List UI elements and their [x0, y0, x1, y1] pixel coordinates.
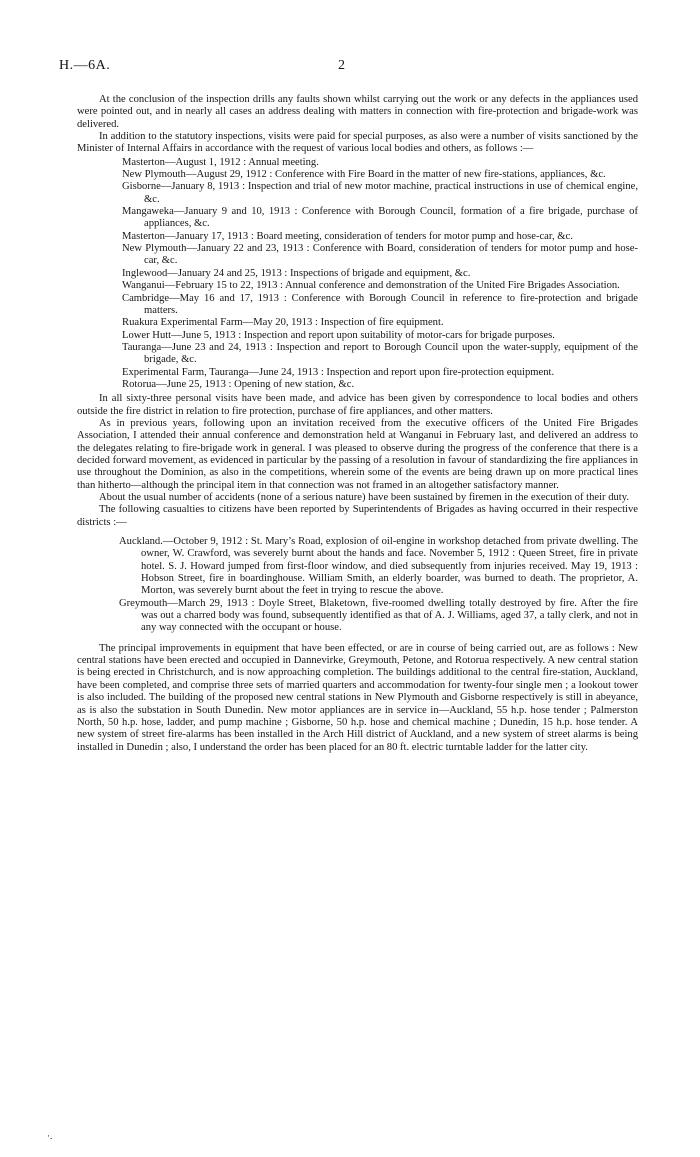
- casualty-entry: Auckland.—October 9, 1912 : St. Mary’s Road, explosion of oil-engine in workshop detached from private dwelling. The owner, W. Crawford, was severely burnt about the hands and face. November 5, 1912 : Queen Street, fire in private hotel. S. J. Howard jumped from first-floor window, and died subsequently from injuries received. May 19, 1913 : Hobson Street, fire in boardinghouse. William Smith, an elderly boarder, was burned to death. The proprietor, A. Morton, was severely burnt about the feet in trying to rescue the above.: [119, 536, 638, 597]
- visit-entry: Mangaweka—January 9 and 10, 1913 : Conference with Borough Council, formation of a fire brigade, purchase of appliances, &c.: [122, 206, 638, 230]
- paragraph: The principal improvements in equipment that have been effected, or are in course of being carried out, are as follows : New central stations have been erected and occupied in Dannevirke, Greymouth, Petone, and Rotorua respectively. A new central station is being erected in Christchurch, and is now approaching completion. The buildings additional to the central fire-station, Auckland, have been completed, and comprise three sets of married quarters and accommodation for twenty-four single men ; a lookout tower is also included. The building of the proposed new central stations in New Plymouth and Gisborne respectively is still in abeyance, as is also the substation in South Dunedin. New motor appliances are in service in—Auckland, 55 h.p. hose tender ; Palmerston North, 50 h.p. hose, ladder, and pump machine ; Gisborne, 50 h.p. hose and chemical machine ; Dunedin, 15 h.p. hose tender. A new system of street fire-alarms has been installed in the Arch Hill district of Auckland, and a new system of street alarms is being installed in Dunedin ; also, I understand the order has been placed for an 80 ft. electric turntable ladder for the latter city.: [77, 642, 638, 753]
- paragraph: In addition to the statutory inspections, visits were paid for special purposes, as also were a number of visits sanctioned by the Minister of Internal Affairs in accordance with the request of various local bodies and others, as follows :—: [77, 131, 638, 155]
- footer-mark: ·.: [47, 1131, 53, 1141]
- visit-entry: Rotorua—June 25, 1913 : Opening of new station, &c.: [122, 378, 355, 390]
- visits-list: [77, 157, 638, 392]
- page-number: 2: [338, 58, 345, 73]
- casualty-entry: Greymouth—March 29, 1913 : Doyle Street, Blaketown, five-roomed dwelling totally destroyed by fire. After the fire was out a charred body was found, subsequently identified as that of A. J. Williams, aged 37, a tally clerk, and not in any way connected with the occupant or house.: [119, 597, 638, 634]
- visit-entry: New Plymouth—January 22 and 23, 1913 : Conference with Board, consideration of tenders for motor pump and hose-car, &c.: [122, 243, 638, 267]
- visit-entry: Cambridge—May 16 and 17, 1913 : Conference with Borough Council in reference to fire-protection and brigade matters.: [122, 292, 638, 316]
- improvements-section: [77, 643, 638, 754]
- visit-entry: Ruakura Experimental Farm—May 20, 1913 : Inspection of fire equipment.: [122, 317, 444, 329]
- paragraph: The following casualties to citizens have been reported by Superintendents of Brigades as having occurred in their respective districts :—: [77, 504, 638, 528]
- visit-entry: Tauranga—June 23 and 24, 1913 : Inspection and report to Borough Council upon the water-supply, equipment of the brigade, &c.: [122, 341, 638, 366]
- intro-section: [77, 94, 638, 156]
- visit-entry: Masterton—January 17, 1913 : Board meeting, consideration of tenders for motor pump and hose-car, &c.: [122, 230, 573, 242]
- document-reference: H.—6A.: [59, 58, 111, 73]
- page-header: [59, 58, 638, 82]
- middle-section: [77, 393, 638, 529]
- visit-entry: Lower Hutt—June 5, 1913 : Inspection and report upon suitability of motor-cars for brigade purposes.: [122, 329, 555, 341]
- visit-entry: Masterton—August 1, 1912 : Annual meeting.: [122, 156, 319, 168]
- paragraph: As in previous years, following upon an invitation received from the executive officers of the United Fire Brigades Association, I attended their annual conference and demonstration held at Wanganui in February last, and delivered an address to the delegates relating to fire-brigade work in general. I was pleased to observe during the progress of the conference that there is a decided forward movement, as evidenced in particular by the passing of a resolution in favour of standardizing the fire appliances in use throughout the Dominion, as also in the competitions, wherein some of the events are being drawn up on more practical lines than hitherto—although the principal item in that connection was not framed in an altogether satisfactory manner.: [77, 417, 638, 491]
- visit-entry: New Plymouth—August 29, 1912 : Conference with Fire Board in the matter of new fire-stations, appliances, &c.: [122, 169, 606, 181]
- visit-entry: Wanganui—February 15 to 22, 1913 : Annual conference and demonstration of the United Fire Brigades Association.: [122, 280, 620, 292]
- paragraph: About the usual number of accidents (none of a serious nature) have been sustained by firemen in the execution of their duty.: [99, 492, 630, 503]
- paragraph: At the conclusion of the inspection drills any faults shown whilst carrying out the work or any defects in the appliances used were pointed out, and in nearly all cases an address dealing with matters in connection with fire-protection and brigade-work was delivered.: [77, 94, 638, 130]
- visit-entry: Inglewood—January 24 and 25, 1913 : Inspections of brigade and equipment, &c.: [122, 267, 471, 279]
- visit-entry: Experimental Farm, Tauranga—June 24, 1913 : Inspection and report upon fire-protection equipment.: [122, 366, 555, 378]
- casualties-list: [77, 536, 638, 635]
- paragraph: In all sixty-three personal visits have been made, and advice has been given by correspondence to local bodies and others outside the fire district in relation to fire protection, purchase of fire appliances, and other matters.: [77, 393, 638, 417]
- visit-entry: Gisborne—January 8, 1913 : Inspection and trial of new motor machine, practical instructions in use of chemical engine, &c.: [122, 181, 638, 205]
